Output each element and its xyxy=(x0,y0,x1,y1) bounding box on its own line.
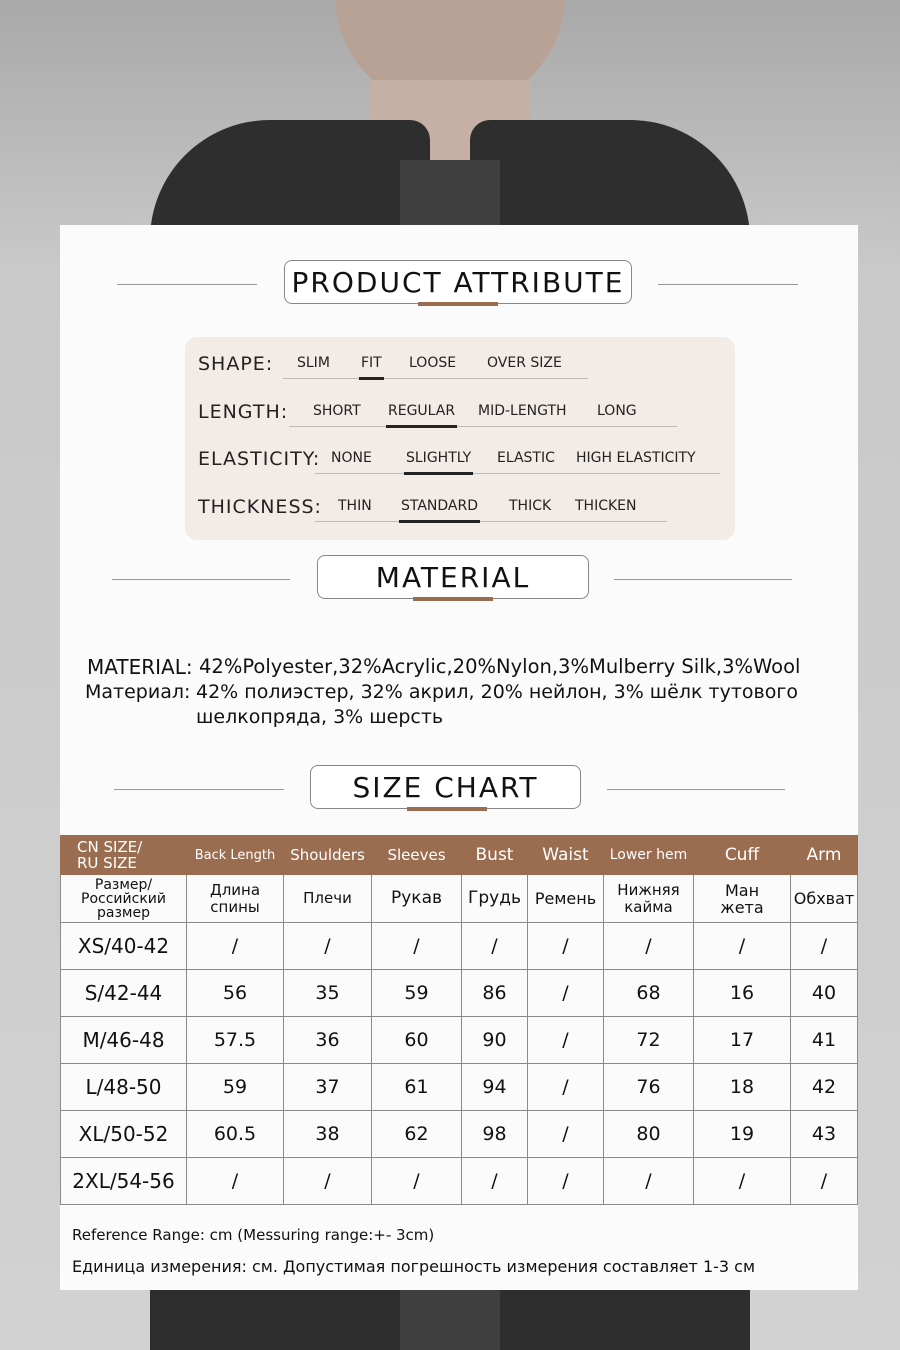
product-attribute-header xyxy=(0,260,900,310)
size-cell: S/42-44 xyxy=(61,970,187,1017)
size-cell: / xyxy=(528,1064,604,1111)
material-header xyxy=(0,555,900,605)
size-cell: 98 xyxy=(462,1111,528,1158)
size-cell: 57.5 xyxy=(187,1017,284,1064)
size-cell: / xyxy=(284,1158,372,1205)
size-header-row-ru xyxy=(61,875,858,923)
attr-row-elasticity xyxy=(185,446,735,476)
size-cell: / xyxy=(528,923,604,970)
size-row-s xyxy=(61,970,858,1017)
attr-option: ELASTIC xyxy=(497,450,555,466)
attr-underline xyxy=(315,473,720,474)
size-row-m xyxy=(61,1017,858,1064)
size-cell: / xyxy=(372,1158,462,1205)
header-ru-waist: Ремень xyxy=(528,875,604,923)
attr-option: LOOSE xyxy=(409,355,457,371)
size-cell: 40 xyxy=(791,970,858,1017)
attr-row-thickness xyxy=(185,494,735,524)
attr-option: HIGH ELASTICITY xyxy=(576,450,696,466)
size-cell: 36 xyxy=(284,1017,372,1064)
size-cell: 94 xyxy=(462,1064,528,1111)
size-cell: 80 xyxy=(604,1111,694,1158)
size-row-xl xyxy=(61,1111,858,1158)
header-back-length: Back Length xyxy=(187,836,284,875)
attr-option: LONG xyxy=(597,403,637,419)
attr-row-length xyxy=(185,399,735,429)
size-cell: 59 xyxy=(187,1064,284,1111)
reference-range-ru: Единица измерения: см. Допустимая погрешность измерения составляет 1-3 см xyxy=(72,1257,756,1276)
header-ru-back-length: Длина спины xyxy=(187,875,284,923)
attr-label: SHAPE: xyxy=(198,353,274,375)
size-row-xs xyxy=(61,923,858,970)
header-ru-cuff: Ман жета xyxy=(694,875,791,923)
material-title: MATERIAL xyxy=(317,555,589,599)
size-chart-header xyxy=(0,765,900,815)
attr-option-selected: REGULAR xyxy=(388,403,456,419)
size-cell: 16 xyxy=(694,970,791,1017)
size-cell: / xyxy=(528,1017,604,1064)
size-cell: 56 xyxy=(187,970,284,1017)
attr-option: THICK xyxy=(509,498,552,514)
size-cell: / xyxy=(462,1158,528,1205)
attr-label: LENGTH: xyxy=(198,401,289,423)
header-cuff: Cuff xyxy=(694,836,791,875)
attr-underline xyxy=(315,521,667,522)
attr-option: THIN xyxy=(338,498,372,514)
header-ru-bust: Грудь xyxy=(462,875,528,923)
size-cell: / xyxy=(372,923,462,970)
attribute-box xyxy=(185,337,735,540)
header-ru-shoulders: Плечи xyxy=(284,875,372,923)
size-cell: L/48-50 xyxy=(61,1064,187,1111)
size-chart-table xyxy=(60,835,858,1205)
header-shoulders: Shoulders xyxy=(284,836,372,875)
size-cell: / xyxy=(284,923,372,970)
size-cell: / xyxy=(791,923,858,970)
size-cell: / xyxy=(528,1158,604,1205)
size-cell: / xyxy=(462,923,528,970)
material-en-text: 42%Polyester,32%Acrylic,20%Nylon,3%Mulberry Silk,3%Wool xyxy=(199,655,801,678)
size-cell: 61 xyxy=(372,1064,462,1111)
divider-left xyxy=(112,579,290,580)
size-cell: 90 xyxy=(462,1017,528,1064)
size-cell: / xyxy=(791,1158,858,1205)
material-en-label: MATERIAL: xyxy=(87,655,193,679)
accent-bar xyxy=(418,302,498,306)
header-ru-lower-hem: Нижняя кайма xyxy=(604,875,694,923)
attr-option: SHORT xyxy=(313,403,361,419)
size-cell: / xyxy=(187,923,284,970)
size-chart-title: SIZE CHART xyxy=(310,765,581,809)
divider-left xyxy=(117,284,257,285)
size-cell: / xyxy=(604,923,694,970)
size-cell: 60 xyxy=(372,1017,462,1064)
size-cell: 59 xyxy=(372,970,462,1017)
header-waist: Waist xyxy=(528,836,604,875)
size-cell: 19 xyxy=(694,1111,791,1158)
size-cell: XL/50-52 xyxy=(61,1111,187,1158)
size-cell: 76 xyxy=(604,1064,694,1111)
accent-bar xyxy=(413,597,493,601)
divider-right xyxy=(607,789,785,790)
material-ru-text-2: шелкопряда, 3% шерсть xyxy=(196,706,444,728)
divider-right xyxy=(658,284,798,285)
attr-option: NONE xyxy=(331,450,372,466)
header-ru-arm: Обхват xyxy=(791,875,858,923)
attr-option: THICKEN xyxy=(575,498,637,514)
size-row-l xyxy=(61,1064,858,1111)
attr-label: ELASTICITY: xyxy=(198,448,321,470)
material-ru-text-1: 42% полиэстер, 32% акрил, 20% нейлон, 3% шёлк тутового xyxy=(196,681,798,703)
size-cell: 72 xyxy=(604,1017,694,1064)
size-cell: 18 xyxy=(694,1064,791,1111)
attr-option: MID-LENGTH xyxy=(478,403,567,419)
attr-option-selected: FIT xyxy=(361,355,382,371)
attr-option: OVER SIZE xyxy=(487,355,562,371)
attr-option-selected: STANDARD xyxy=(401,498,479,514)
header-lower-hem: Lower hem xyxy=(604,836,694,875)
product-attribute-title: PRODUCT ATTRIBUTE xyxy=(284,260,632,304)
size-cell: XS/40-42 xyxy=(61,923,187,970)
size-cell: 42 xyxy=(791,1064,858,1111)
size-cell: / xyxy=(187,1158,284,1205)
header-cn-size: CN SIZE/ RU SIZE xyxy=(61,836,187,875)
size-cell: 60.5 xyxy=(187,1111,284,1158)
header-ru-sleeves: Рукав xyxy=(372,875,462,923)
size-cell: / xyxy=(528,1111,604,1158)
divider-right xyxy=(614,579,792,580)
size-cell: 37 xyxy=(284,1064,372,1111)
size-row-2xl xyxy=(61,1158,858,1205)
reference-range-en: Reference Range: cm (Messuring range:+- 3cm) xyxy=(72,1226,435,1244)
accent-bar xyxy=(407,807,487,811)
size-cell: / xyxy=(694,1158,791,1205)
attr-label: THICKNESS: xyxy=(198,496,322,518)
attr-option-selected: SLIGHTLY xyxy=(406,450,472,466)
size-cell: 68 xyxy=(604,970,694,1017)
size-cell: / xyxy=(528,970,604,1017)
size-cell: 17 xyxy=(694,1017,791,1064)
size-cell: 41 xyxy=(791,1017,858,1064)
size-cell: M/46-48 xyxy=(61,1017,187,1064)
header-arm: Arm xyxy=(791,836,858,875)
size-cell: 38 xyxy=(284,1111,372,1158)
header-sleeves: Sleeves xyxy=(372,836,462,875)
material-ru-label: Материал: xyxy=(85,681,191,703)
size-cell: 2XL/54-56 xyxy=(61,1158,187,1205)
attr-underline xyxy=(289,426,677,427)
size-header-row-en xyxy=(61,836,858,875)
attr-underline xyxy=(283,378,588,379)
attr-row-shape xyxy=(185,351,735,381)
size-cell: 43 xyxy=(791,1111,858,1158)
divider-left xyxy=(114,789,284,790)
size-cell: / xyxy=(694,923,791,970)
header-ru-size: Размер/ Российский размер xyxy=(61,875,187,923)
size-cell: 86 xyxy=(462,970,528,1017)
attr-option: SLIM xyxy=(297,355,330,371)
size-cell: 35 xyxy=(284,970,372,1017)
size-cell: 62 xyxy=(372,1111,462,1158)
header-bust: Bust xyxy=(462,836,528,875)
size-cell: / xyxy=(604,1158,694,1205)
